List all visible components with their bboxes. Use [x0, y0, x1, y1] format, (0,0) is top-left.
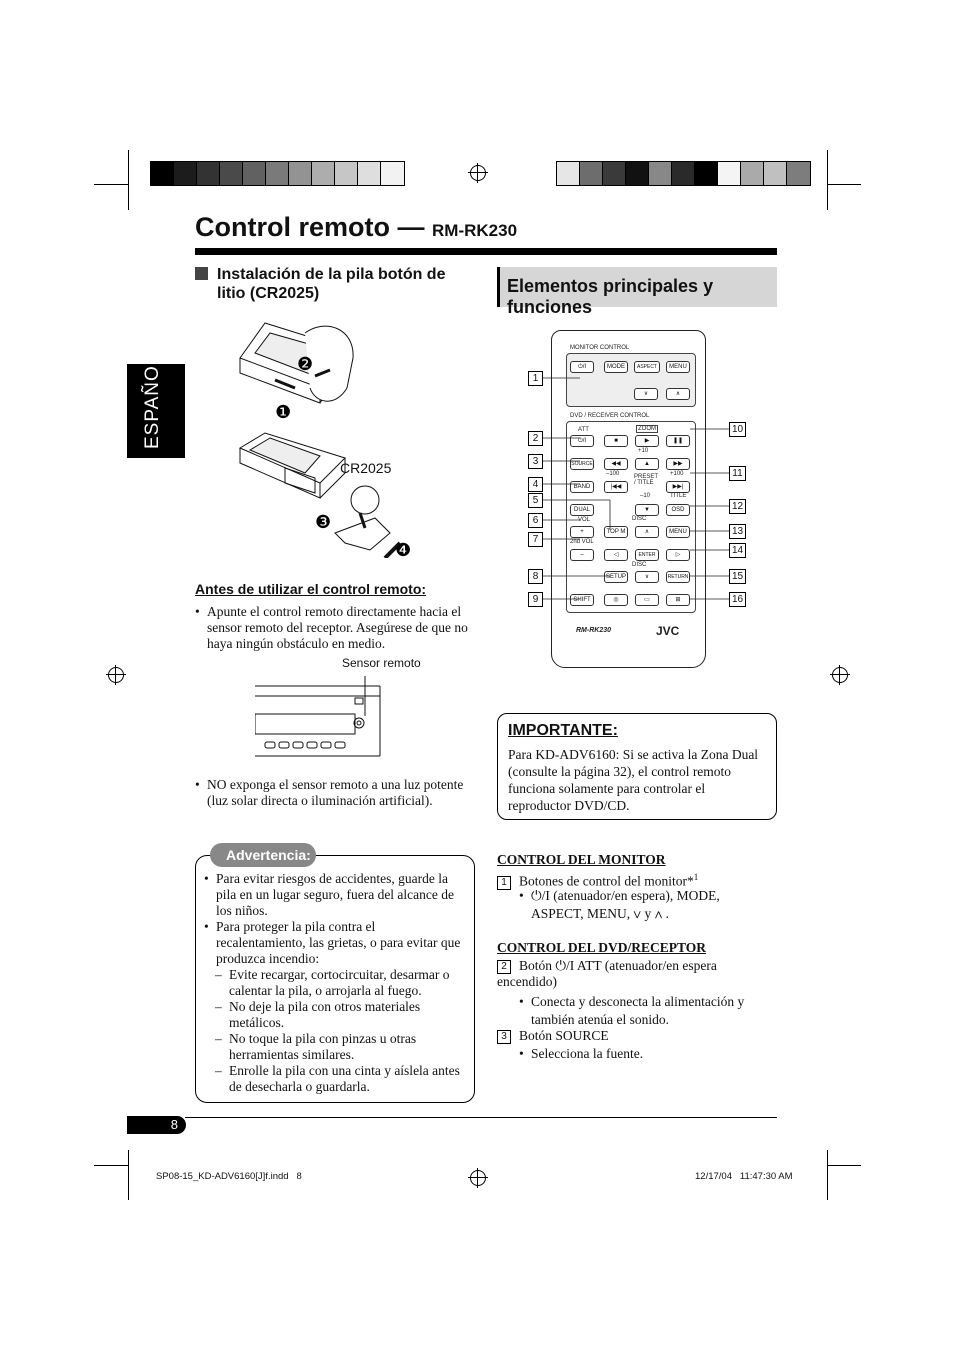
menu-button[interactable]: MENU — [666, 526, 690, 538]
callout-12: 12 — [729, 499, 746, 514]
bullet-point-light: • NO exponga el sensor remoto a una luz potente (luz solar directa o iluminación artificial). — [207, 777, 469, 809]
callout-9: 9 — [528, 592, 543, 607]
warning-item-2: • Para proteger la pila contra el recalentamiento, las grietas, o para evitar que produzca incendio: — [216, 919, 466, 967]
registration-mark — [832, 667, 848, 683]
page-number-tab — [127, 1116, 186, 1134]
source-button[interactable]: SOURCE — [570, 458, 594, 470]
receiver-sensor-illustration — [255, 676, 385, 766]
callout-leader-lines — [540, 370, 740, 610]
item-3: 3 Botón SOURCE — [497, 1028, 767, 1044]
before-use-heading: Antes de utilizar el control remoto: — [195, 581, 427, 597]
callout-7: 7 — [528, 532, 543, 547]
file-info: SP08-15_KD-ADV6160[J]f.indd 8 — [156, 1171, 302, 1182]
item-1: 1 Botones de control del monitor*$^1$ — [497, 869, 777, 890]
osd-button[interactable]: OSD — [666, 504, 690, 516]
angle-button[interactable]: ⊞ — [666, 594, 690, 606]
step-1-icon: ❶ — [275, 402, 292, 423]
callout-14: 14 — [729, 543, 746, 558]
dual-button[interactable]: DUAL — [570, 504, 594, 516]
callout-15: 15 — [729, 569, 746, 584]
disc-up-button[interactable]: ∧ — [635, 526, 659, 538]
remote-model-label: RM-RK230 — [576, 627, 612, 634]
important-text: Para KD-ADV6160: Si se activa la Zona Dual (consulte la página 32), el control remoto funciona solamente para controlar el reproductor DVD/CD. — [508, 747, 759, 813]
down-button[interactable]: ∨ — [634, 388, 658, 400]
display-button[interactable]: ▭ — [635, 594, 659, 606]
right-button[interactable]: ▷ — [666, 549, 690, 561]
top-menu-button[interactable]: TOP M — [604, 526, 628, 538]
warning-item-1: • Para evitar riesgos de accidentes, guarde la pila en un lugar seguro, fuera del alcance de los niños. — [216, 871, 466, 919]
return-button[interactable]: RETURN — [666, 571, 690, 583]
battery-section-title: Instalación de la pila botón de litio (CR2025) — [217, 266, 446, 302]
functions-heading-box: Elementos principales y funciones — [497, 267, 777, 307]
setup-button[interactable]: SETUP — [604, 571, 628, 583]
footer-rule — [185, 1117, 777, 1118]
item-2-detail: • Conecta y desconecta la alimentación y también atenúa el sonido. — [531, 993, 771, 1029]
vol-plus-button[interactable]: + — [570, 526, 594, 538]
power-monitor-button[interactable]: ⏻/I — [570, 361, 594, 373]
left-button[interactable]: ◁ — [604, 549, 628, 561]
language-tab: ESPAÑOL — [127, 364, 185, 458]
skip-forward-button[interactable]: ▶▶| — [666, 481, 690, 493]
dvd-heading: CONTROL DEL DVD/RECEPTOR — [497, 940, 707, 955]
sensor-label: Sensor remoto — [342, 656, 421, 670]
callout-10: 10 — [729, 422, 746, 437]
pause-button[interactable]: ❚❚ — [666, 435, 690, 447]
callout-16: 16 — [729, 592, 746, 607]
monitor-heading: CONTROL DEL MONITOR — [497, 852, 666, 867]
remote-control: MONITOR CONTROL ⏻/I MODE ASPECT MENU ∨ ∧ DVD / RECEIVER CONTROL ATT ⏻/I ZOOM ■ ▶ ❚❚ SOURCE +10 ◀◀ ▲ ▶▶ –100 PRESET / TITLE +100 BAND |◀◀ ▶▶| –10 TITLE DUAL ▼ OSD VOL DISC + TOP M ∧ MENU 2nd VOL – ◁ ENTER ▷ DISC SETUP ∨ RETURN SHIFT ◎ ▭ ⊞ RM-RK230 JVC — [551, 330, 706, 668]
subtitle-button[interactable]: ◎ — [604, 594, 628, 606]
important-box — [497, 713, 777, 820]
page-title: Control remoto — RM-RK230 — [195, 212, 518, 242]
battery-install-illustration — [235, 318, 435, 558]
registration-mark — [470, 165, 486, 181]
fast-forward-button[interactable]: ▶▶ — [666, 458, 690, 470]
shift-button[interactable]: SHIFT — [570, 594, 594, 606]
model-name: RM-RK230 — [432, 221, 518, 240]
page-number: 8 — [170, 1117, 178, 1132]
callout-6: 6 — [528, 513, 543, 528]
section-marker — [195, 267, 208, 280]
band-button[interactable]: BAND — [570, 481, 594, 493]
warning-pill: Advertencia: — [210, 843, 316, 867]
callout-13: 13 — [729, 524, 746, 539]
registration-mark — [470, 1170, 486, 1186]
disc-down-button[interactable]: ∨ — [635, 571, 659, 583]
up-arrow-button[interactable]: ▲ — [635, 458, 659, 470]
vol-minus-button[interactable]: – — [570, 549, 594, 561]
stop-button[interactable]: ■ — [604, 435, 628, 447]
callout-5: 5 — [528, 493, 543, 508]
warning-dash-3: – No toque la pila con pinzas u otras herramientas similares. — [229, 1031, 467, 1063]
power-att-button[interactable]: ⏻/I — [570, 435, 594, 447]
callout-3: 3 — [528, 454, 543, 469]
callout-2: 2 — [528, 431, 543, 446]
callout-11: 11 — [729, 466, 746, 481]
color-bar-right — [556, 161, 811, 186]
item-3-detail: • Selecciona la fuente. — [531, 1046, 771, 1062]
callout-4: 4 — [528, 477, 543, 492]
step-3-icon: ❸ — [315, 512, 332, 533]
color-bar-left — [150, 161, 405, 186]
aspect-button[interactable]: ASPECT — [634, 361, 660, 373]
warning-dash-2: – No deje la pila con otros materiales metálicos. — [229, 999, 467, 1031]
title-rule — [195, 248, 777, 255]
registration-mark — [108, 667, 124, 683]
warning-dash-1: – Evite recargar, cortocircuitar, desarmar o calentar la pila, o arrojarla al fuego. — [229, 967, 467, 999]
bullet-point-sensor: • Apunte el control remoto directamente hacia el sensor remoto del receptor. Asegúrese de que no haya ningún obstáculo en medio. — [207, 604, 469, 652]
callout-8: 8 — [528, 569, 543, 584]
step-2-icon: ❷ — [297, 354, 314, 375]
enter-button[interactable]: ENTER — [635, 549, 659, 561]
down-arrow-button[interactable]: ▼ — [635, 504, 659, 516]
up-button[interactable]: ∧ — [666, 388, 690, 400]
print-timestamp: 12/17/04 11:47:30 AM — [695, 1171, 793, 1182]
menu-top-button[interactable]: MENU — [666, 361, 690, 373]
play-button[interactable]: ▶ — [635, 435, 659, 447]
rewind-button[interactable]: ◀◀ — [604, 458, 628, 470]
skip-back-button[interactable]: |◀◀ — [604, 481, 628, 493]
item-2: 2 Botón ⏻/I ATT (atenuador/en espera encendido) — [497, 958, 717, 989]
step-4-icon: ❹ — [395, 540, 412, 558]
battery-type-label: CR2025 — [340, 460, 392, 476]
jvc-logo: JVC — [656, 624, 680, 638]
warning-dash-4: – Enrolle la pila con una cinta y aíslela antes de desecharla o guardarla. — [229, 1063, 467, 1095]
mode-button[interactable]: MODE — [604, 361, 628, 373]
callout-1: 1 — [528, 371, 543, 386]
item-1-detail: • ⏻/I (atenuador/en espera), MODE, ASPECT, MENU, ∨ y ∧ . — [531, 887, 771, 923]
important-heading: IMPORTANTE: — [508, 722, 618, 739]
